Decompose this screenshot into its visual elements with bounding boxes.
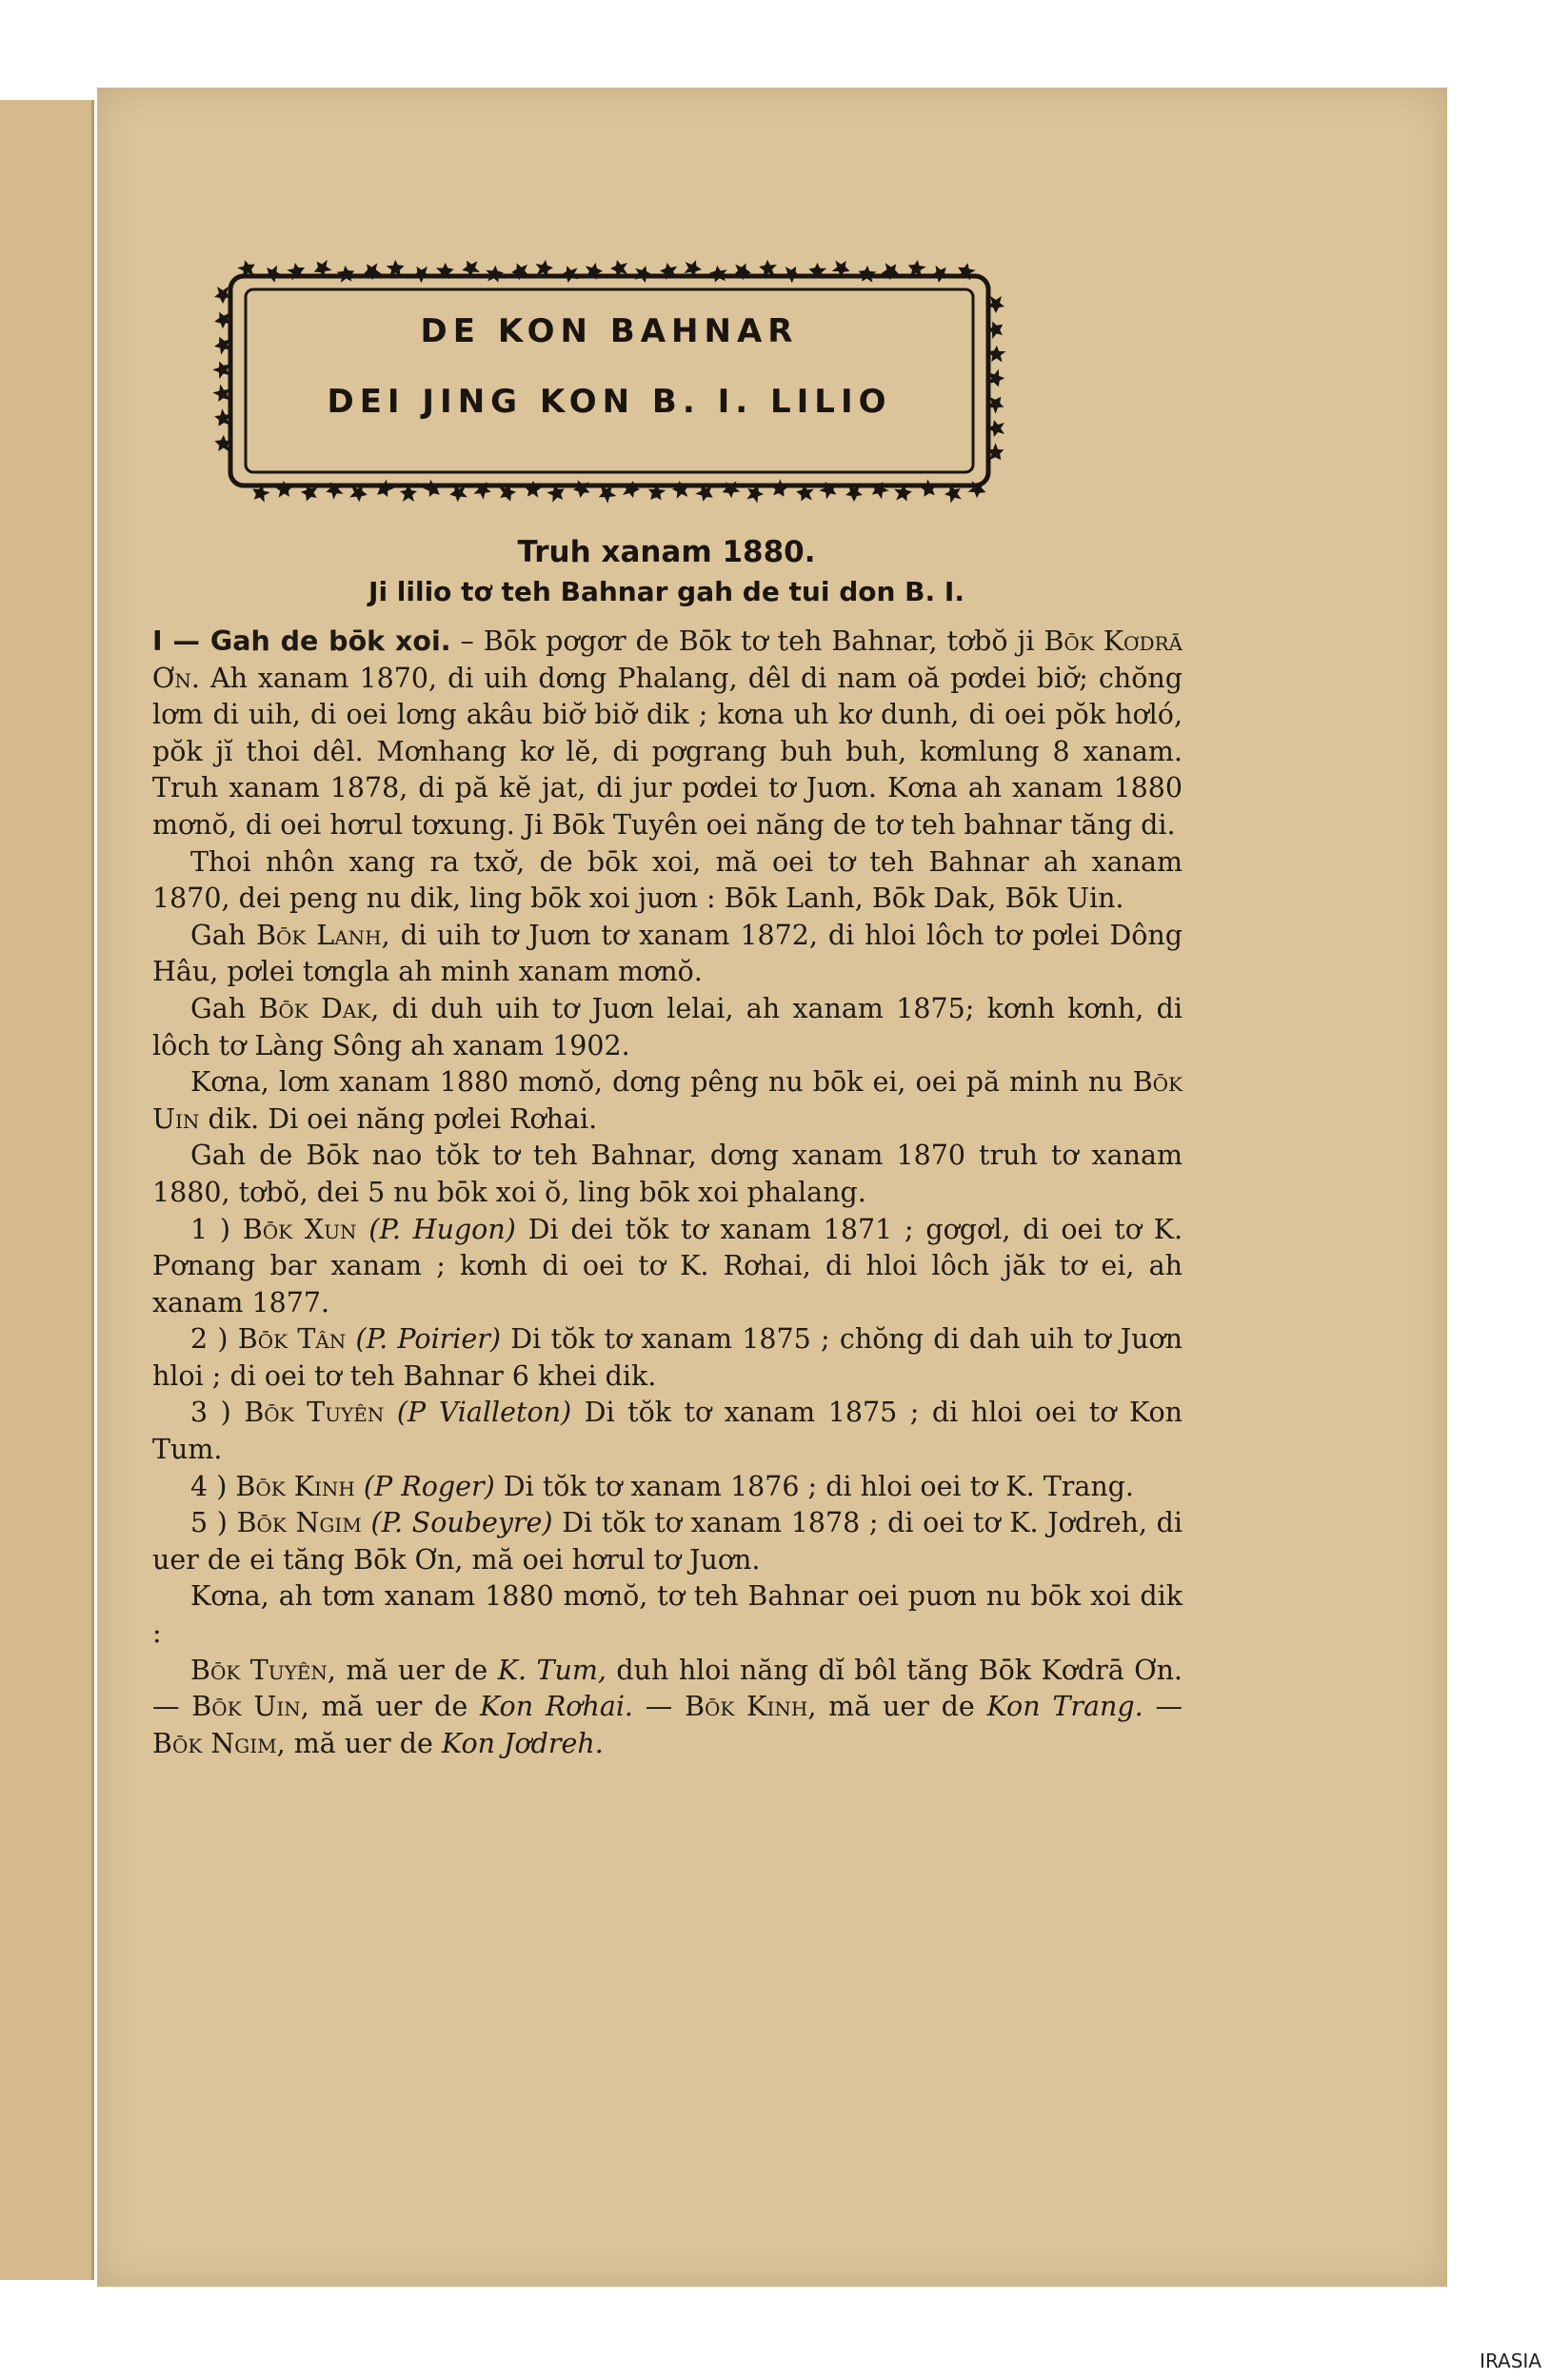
section-heading: I — Gah de bōk xoi. <box>152 625 451 657</box>
text-run: Kơna, lơm xanam 1880 mơnŏ, dơng pêng nu bōk ei, oei pă minh nu <box>190 1066 1133 1099</box>
place-name: K. Tum, <box>497 1654 606 1686</box>
list-number: 2 ) <box>190 1323 238 1356</box>
text-run: Gah <box>190 919 257 951</box>
person-name: Bōk Dak <box>258 992 371 1024</box>
person-name: Bōk Kinh <box>685 1691 808 1723</box>
ornamental-title-frame <box>190 238 1028 524</box>
facing-page-edge <box>0 100 94 2280</box>
priest-name: (P. Poirier) <box>355 1323 502 1356</box>
paragraph-4 <box>152 991 1183 1064</box>
paragraph-6: Gah de Bōk nao tŏk tơ teh Bahnar, dơng xanam 1870 truh tơ xanam 1880, tơbŏ, dei 5 nu bōk xoi ŏ, ling bōk xoi phalang. <box>152 1140 1183 1208</box>
text-run: , mă uer de <box>276 1727 442 1759</box>
person-name: Bōk Ngim <box>236 1507 362 1539</box>
place-name: Kon Jơdreh. <box>441 1727 604 1759</box>
text-run: , di duh uih tơ Juơn lelai, ah xanam 1875; kơnh kơnh, di lôch tơ Làng Sông ah xanam 1902. <box>152 992 1183 1061</box>
paragraph-1 <box>152 624 1183 844</box>
person-name: Bōk Ngim <box>152 1727 277 1759</box>
list-number: 3 ) <box>190 1397 245 1429</box>
text-run: , mă uer de <box>807 1691 987 1723</box>
text-run: , di uih tơ Juơn tơ xanam 1872, di hloi lôch tơ pơlei Dông Hâu, pơlei tơngla ah minh xanam mơnŏ. <box>152 919 1183 988</box>
place-name: Kon Trang. <box>986 1691 1143 1723</box>
list-number: 5 ) <box>190 1507 237 1539</box>
text-run: — <box>1143 1691 1183 1723</box>
person-name: Bōk Tân <box>237 1323 347 1356</box>
watermark: IRASIA <box>1480 2350 1541 2372</box>
text-run: Gah <box>190 992 259 1024</box>
person-name: Bōk Uin <box>152 1066 1183 1135</box>
list-item-1 <box>152 1212 1183 1322</box>
text-run: dik. Di oei năng pơlei Rơhai. <box>199 1102 598 1135</box>
place-name: Kon Rơhai. <box>480 1691 633 1723</box>
list-item-4 <box>152 1469 1183 1506</box>
list-number: 4 ) <box>190 1470 236 1502</box>
title-line-1: DE KON BAHNAR <box>420 312 799 350</box>
text-run: Di tŏk tơ xanam 1878 ; di oei tơ K. Jơdreh, di uer de ei tăng Bōk Ơn, mă oei hơrul tơ Juơn. <box>152 1507 1183 1576</box>
paragraph-2: Thoi nhôn xang ra txơ̆, de bōk xoi, mă oei tơ teh Bahnar ah xanam 1870, dei peng nu dik, ling bōk xoi juơn : Bōk Lanh, Bōk Dak, Bōk Uin. <box>152 845 1183 915</box>
priest-name: (P Roger) <box>363 1470 495 1502</box>
paragraph-5 <box>152 1064 1183 1138</box>
person-name: Bōk Uin <box>191 1691 301 1723</box>
title-line-2: DEI JING KON B. I. LILIO <box>327 383 892 421</box>
list-number: 1 ) <box>190 1213 243 1245</box>
list-item-2 <box>152 1321 1183 1395</box>
text-run: — <box>633 1691 686 1723</box>
subtitle-description: Ji lilio tơ teh Bahnar gah de tui don B. I. <box>368 576 964 607</box>
person-name: Bōk Xun <box>242 1213 357 1245</box>
text-run: duh hloi năng dĭ bôl tăng Bōk Kơdrā Ơn. — <box>152 1654 1183 1723</box>
person-name: Bōk Lanh <box>256 919 382 951</box>
subtitle-year: Truh xanam 1880. <box>517 535 816 569</box>
text-run: Di tŏk tơ xanam 1875 ; di hloi oei tơ Kon Tum. <box>152 1397 1183 1466</box>
person-name: Bōk Kơdrā Ơn <box>152 625 1183 694</box>
text-run: . Ah xanam 1870, di uih dơng Phalang, dêl di nam oă pơdei biơ̆; chŏng lơm di uih, di oei lơng akâu biơ̆ biơ̆ dik ; kơna uh kơ dunh, di oei pŏk hơló, pŏk jĭ thoi dêl. Mơnhang kơ lĕ, di pơgrang buh buh, kơmlung 8 xanam. Truh xanam 1878, di pă kĕ jat, di jur pơdei tơ Juơn. Kơna ah xanam 1880 mơnŏ, di oei hơrul tơxung. Ji Bōk Tuyên oei năng de tơ teh bahnar tăng di. <box>152 662 1183 841</box>
priest-name: (P Vialleton) <box>396 1397 572 1429</box>
text-run: Di tŏk tơ xanam 1876 ; di hloi oei tơ K. Trang. <box>494 1470 1134 1502</box>
vine-border-ornament <box>190 238 1028 524</box>
list-item-5 <box>152 1505 1183 1578</box>
text-run: Di dei tŏk tơ xanam 1871 ; gơgơl, di oei tơ K. Pơnang bar xanam ; kơnh di oei tơ K. Rơhai, di hloi lôch jăk tơ ei, ah xanam 1877. <box>152 1213 1183 1319</box>
person-name: Bōk Tuyên <box>244 1397 385 1429</box>
priest-name: (P. Hugon) <box>368 1213 516 1245</box>
paragraph-8 <box>152 1653 1183 1763</box>
text-run: – Bōk pơgơr de Bōk tơ teh Bahnar, tơbŏ ji <box>450 625 1044 657</box>
paragraph-3 <box>152 918 1183 991</box>
list-item-3 <box>152 1395 1183 1468</box>
person-name: Bōk Kinh <box>235 1470 355 1502</box>
priest-name: (P. Soubeyre) <box>370 1507 553 1539</box>
text-run: Di tŏk tơ xanam 1875 ; chŏng di dah uih tơ Juơn hloi ; di oei tơ teh Bahnar 6 khei dik. <box>152 1323 1183 1392</box>
body-text <box>152 624 1183 2071</box>
paragraph-7: Kơna, ah tơm xanam 1880 mơnŏ, tơ teh Bahnar oei puơn nu bōk xoi dik : <box>152 1580 1183 1650</box>
person-name: Bōk Tuyên <box>190 1654 328 1686</box>
text-run: , mă uer de <box>300 1691 481 1723</box>
text-run: , mă uer de <box>327 1654 498 1686</box>
